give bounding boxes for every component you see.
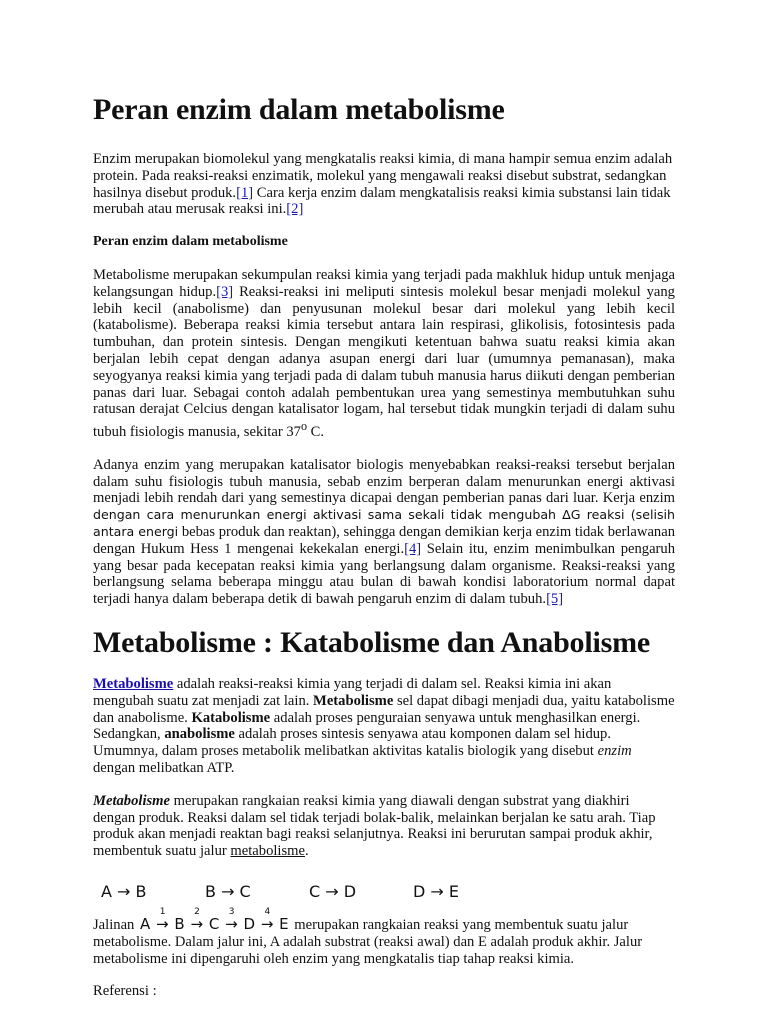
text: .	[304, 843, 309, 860]
paragraph-metabolisme	[93, 267, 675, 441]
citation-link-1[interactable]: [1]	[236, 184, 254, 201]
text: Enzim merupakan biomolekul yang mengkatalis reaksi kimia, di mana hampir semua enzim adalah protein. Pada reaksi-reaksi enzimatik, molekul yang mengawali reaksi disebut substrat, sedangkan hasilnya disebut produk.	[93, 151, 673, 201]
text-bold-italic: Metabolisme	[93, 792, 171, 809]
text: Selain itu, enzim menimbulkan pengaruh yang besar pada kecepatan reaksi kimia yang berlangsung dalam organisme. Reaksi-reaksi yang berlangsung selama beberapa minggu atau bulan di bawah kondisi laboratorium normal dapat terjadi hanya dalam beberapa detik di bawah pengaruh enzim di dalam tubuh.	[93, 540, 676, 608]
text: merupakan rangkaian reaksi yang membentuk suatu jalur metabolisme. Dalam jalur ini, A adalah substrat (reaksi awal) dan E adalah produk akhir. Jalur metabolisme ini dipengaruhi oleh enzim yang mengkatalis tiap tahap reaksi kimia.	[93, 916, 643, 967]
reaction-chain	[138, 906, 291, 933]
step-arrow: → 2	[190, 906, 204, 933]
text: adalah reaksi-reaksi kimia yang terjadi di dalam sel. Reaksi kimia ini akan mengubah suatu zat menjadi zat lain.	[93, 675, 612, 709]
text: C.	[307, 424, 325, 441]
text: Cara kerja enzim dalam mengkatalisis reaksi kimia substansi lain tidak merubah atau merusak reaksi ini.	[93, 184, 671, 218]
reaction-step: D → E	[413, 881, 460, 901]
chain-node: E	[279, 914, 289, 933]
paragraph-enzim-intro	[93, 151, 675, 218]
step-arrow: → 1	[156, 906, 169, 933]
text: Metabolisme merupakan sekumpulan reaksi kimia yang terjadi pada makhluk hidup untuk menjaga kelangsungan hidup.	[93, 266, 675, 300]
chain-node: C	[208, 914, 220, 933]
metabolisme-link[interactable]: Metabolisme	[93, 675, 174, 692]
paragraph-rangkaian-reaksi	[93, 793, 675, 860]
heading-katabolisme-anabolisme: Metabolisme : Katabolisme dan Anabolisme	[93, 625, 651, 659]
text: bebas produk dan reaktan), sehingga dengan demikian kerja enzim tidak berlawanan dengan Hukum Hess 1 mengenai kekekalan energi.	[93, 524, 675, 557]
citation-link-3[interactable]: [3]	[216, 283, 234, 300]
paragraph-katalisator	[93, 457, 675, 608]
paragraph-jalinan	[93, 906, 675, 967]
reaction-step: B → C	[205, 881, 251, 901]
referensi-label: Referensi :	[93, 983, 157, 1000]
step-number: 1	[159, 906, 166, 917]
text-italic: enzim	[597, 743, 632, 760]
text: Adanya enzim yang merupakan katalisator biologis menyebabkan reaksi-reaksi tersebut berjalan dalam suhu fisiologis tubuh manusia, sebab enzim berperan dalam menurunkan energi aktivasi menjadi lebih rendah dari yang semestinya dicapai dengan pemberian panas dari luar. Kerja enzim	[93, 456, 675, 507]
chain-node: A	[140, 914, 151, 933]
text: dengan melibatkan ATP.	[93, 759, 235, 776]
text: sel dapat dibagi menjadi dua, yaitu katabolisme dan anabolisme.	[93, 692, 675, 726]
chain-node: D	[243, 914, 256, 933]
reaction-step: A → B	[101, 881, 147, 901]
text: adalah proses sintesis senyawa atau komponen dalam sel hidup. Umumnya, dalam proses metabolik melibatkan aktivitas katalis biologik yang disebut	[93, 726, 611, 760]
text-underlined: metabolisme	[230, 843, 305, 860]
step-number: 3	[228, 906, 235, 917]
citation-link-5[interactable]: [5]	[546, 591, 564, 608]
step-arrow: → 3	[225, 906, 238, 933]
citation-link-4[interactable]: [4]	[404, 540, 422, 557]
text-bold: anabolisme	[164, 726, 235, 743]
text-bold: Katabolisme	[191, 709, 271, 726]
step-number: 4	[264, 906, 271, 917]
text: Jalinan	[93, 916, 138, 933]
text: Reaksi-reaksi ini meliputi sintesis molekul besar menjadi molekul yang lebih kecil (anabolisme) dan penyusunan molekul besar dari molekul yang lebih kecil (katabolisme). Beberapa reaksi kimia tersebut antara lain respirasi, glikolisis, fotosintesis pada tumbuhan, dan protein sintesis. Dengan mengikuti ketentuan bahwa suatu reaksi kimia akan berjalan lebih cepat dengan adanya asupan energi dari luar (umumnya pemanasan), maka seyogyanya reaksi kimia yang terjadi pada di dalam tubuh manusia harus diikuti dengan pemberian panas dari luar. Sebagai contoh adalah pembentukan urea yang semestinya membutuhkan suhu ratusan derajat Celcius dengan katalisator logam, hal tersebut tidak mungkin terjadi di dalam suhu tubuh fisiologis manusia, sekitar 37	[93, 283, 675, 441]
heading-peran-enzim: Peran enzim dalam metabolisme	[93, 93, 505, 126]
step-arrow: → 4	[260, 906, 274, 933]
text: merupakan rangkaian reaksi kimia yang diawali dengan substrat yang diakhiri dengan produk. Reaksi dalam sel tidak terjadi bolak-balik, melainkan berjalan ke satu arah. Tiap produk akan menjadi reaktan bagi reaksi selanjutnya. Reaksi ini berurutan sampai produk akhir, membentuk suatu jalur	[93, 792, 656, 860]
text: adalah proses penguraian senyawa untuk menghasilkan energi. Sedangkan,	[93, 709, 641, 743]
citation-link-2[interactable]: [2]	[286, 201, 304, 218]
step-number: 2	[194, 906, 200, 917]
text-sans-run: dengan cara menurunkan energi aktivasi sama sekali tidak mengubah ∆G reaksi (selisih antara energi	[93, 507, 675, 539]
reaction-step: C → D	[309, 881, 357, 901]
subheading-peran-enzim: Peran enzim dalam metabolisme	[93, 234, 288, 250]
text-bold: Metabolisme	[313, 692, 394, 709]
degree-superscript: o	[300, 419, 308, 434]
reaction-steps	[93, 882, 675, 902]
chain-node: B	[174, 914, 185, 933]
paragraph-definisi-metabolisme	[93, 676, 675, 777]
document-body	[93, 93, 675, 1000]
